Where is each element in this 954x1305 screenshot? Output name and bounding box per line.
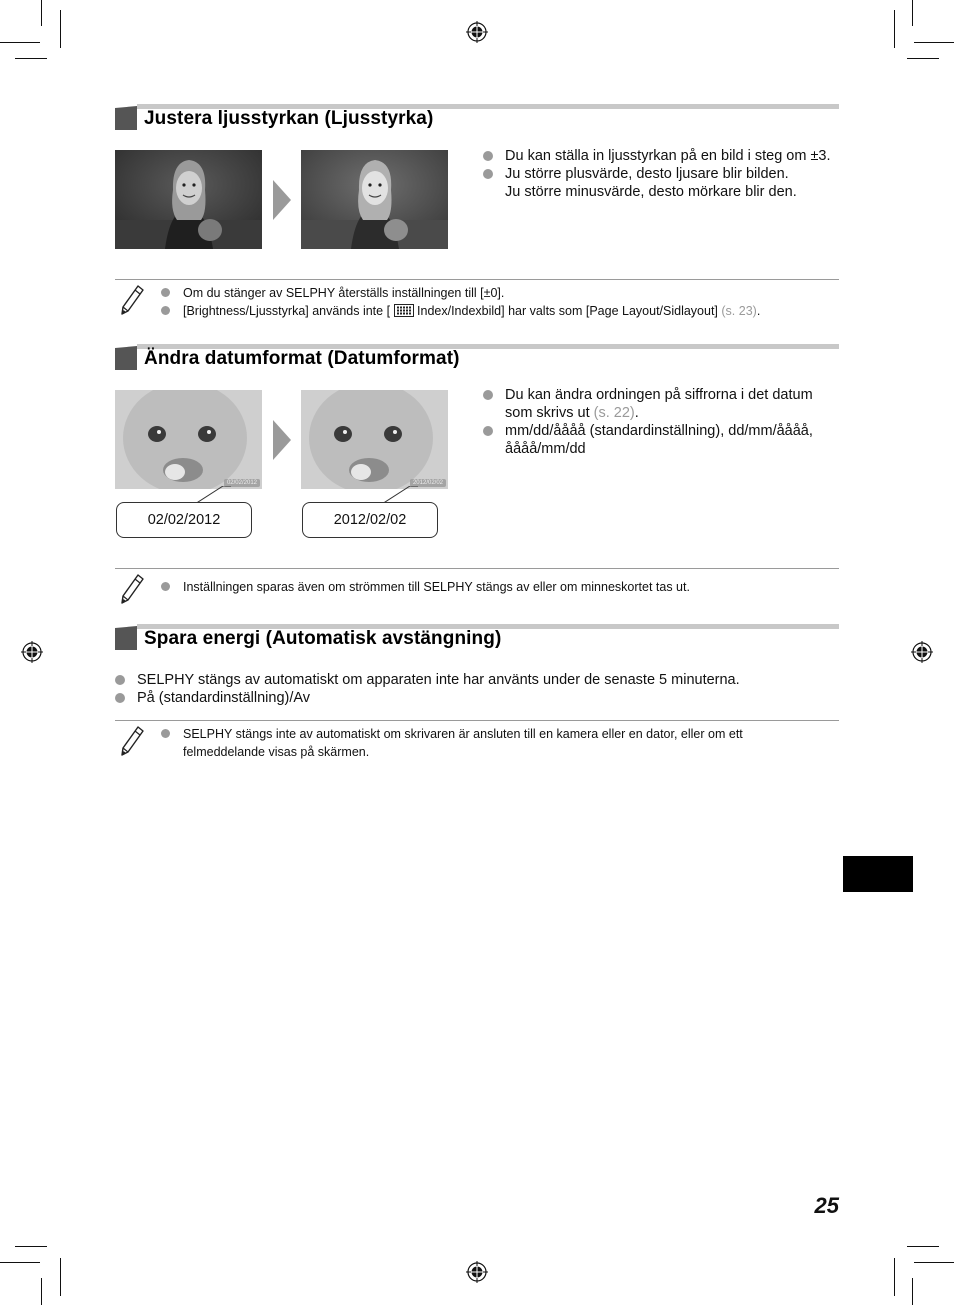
pencil-note-icon bbox=[119, 725, 145, 757]
note-item: SELPHY stängs inte av automatiskt om skrivaren är ansluten till en kamera eller en dator, eller om ett felmeddelande visas på skärmen. bbox=[161, 725, 781, 761]
note-divider bbox=[115, 568, 839, 569]
date-format-bullets bbox=[483, 386, 833, 458]
bullet-item: Du kan ställa in ljusstyrkan på en bild i steg om ±3. bbox=[483, 147, 843, 165]
crop-mark bbox=[912, 0, 913, 26]
page-number: 25 bbox=[814, 1193, 839, 1218]
note-divider bbox=[115, 720, 839, 721]
crop-mark bbox=[41, 1278, 42, 1305]
note-divider bbox=[115, 279, 839, 280]
brightness-notes bbox=[161, 284, 831, 320]
bullet-item: Du kan ändra ordningen på siffrorna i det datum som skrivs ut (s. 22). bbox=[483, 386, 833, 422]
arrow-right-icon bbox=[273, 180, 291, 220]
crop-mark bbox=[0, 42, 40, 43]
pencil-note-icon bbox=[119, 284, 145, 316]
crop-mark bbox=[15, 1246, 47, 1247]
section-marker-icon bbox=[115, 626, 137, 650]
power-save-notes bbox=[161, 725, 781, 761]
registration-mark-icon bbox=[466, 21, 488, 43]
crop-mark bbox=[914, 1262, 954, 1263]
registration-mark-icon bbox=[21, 641, 43, 663]
crop-mark bbox=[15, 58, 47, 59]
crop-mark bbox=[0, 1262, 40, 1263]
photo-girl-dark bbox=[115, 150, 262, 249]
note-item: [Brightness/Ljusstyrka] används inte [ Index/Indexbild] har valts som [Page Layout/Sidlayout] (s. 23). bbox=[161, 302, 831, 320]
crop-mark bbox=[914, 42, 954, 43]
date-format-callout: 02/02/2012 bbox=[116, 502, 252, 538]
crop-mark bbox=[894, 10, 895, 48]
bullet-item: SELPHY stängs av automatiskt om apparaten inte har använts under de senaste 5 minuterna. bbox=[115, 671, 835, 689]
crop-mark bbox=[912, 1278, 913, 1305]
date-format-callout: 2012/02/02 bbox=[302, 502, 438, 538]
section-title-power-save: Spara energi (Automatisk avstängning) bbox=[144, 628, 502, 649]
registration-mark-icon bbox=[911, 641, 933, 663]
crop-mark bbox=[894, 1258, 895, 1296]
page-reference-link[interactable]: (s. 23) bbox=[721, 304, 757, 318]
chapter-tab bbox=[843, 856, 913, 892]
arrow-right-icon bbox=[273, 420, 291, 460]
bullet-item: Ju större plusvärde, desto ljusare blir bilden. Ju större minusvärde, desto mörkare blir den. bbox=[483, 165, 843, 201]
note-item: Om du stänger av SELPHY återställs inställningen till [±0]. bbox=[161, 284, 831, 302]
crop-mark bbox=[907, 1246, 939, 1247]
crop-mark bbox=[41, 0, 42, 26]
crop-mark bbox=[60, 1258, 61, 1296]
pencil-note-icon bbox=[119, 573, 145, 605]
section-marker-icon bbox=[115, 346, 137, 370]
note-item: Inställningen sparas även om strömmen till SELPHY stängs av eller om minneskortet tas ut. bbox=[161, 578, 831, 596]
index-grid-icon bbox=[394, 304, 414, 317]
date-format-notes bbox=[161, 578, 831, 596]
section-title-date-format: Ändra datumformat (Datumformat) bbox=[144, 348, 460, 369]
bullet-item: På (standardinställning)/Av bbox=[115, 689, 835, 707]
power-save-bullets bbox=[115, 671, 835, 707]
photo-baby-right bbox=[301, 390, 448, 489]
date-stamp: 2012/02/02 bbox=[410, 479, 446, 487]
date-stamp: 02/02/2012 bbox=[224, 479, 260, 487]
brightness-bullets bbox=[483, 147, 843, 201]
photo-baby-left bbox=[115, 390, 262, 489]
section-marker-icon bbox=[115, 106, 137, 130]
bullet-item: mm/dd/åååå (standardinställning), dd/mm/åååå, åååå/mm/dd bbox=[483, 422, 833, 458]
crop-mark bbox=[60, 10, 61, 48]
crop-mark bbox=[907, 58, 939, 59]
registration-mark-icon bbox=[466, 1261, 488, 1283]
photo-girl-bright bbox=[301, 150, 448, 249]
page-reference-link[interactable]: (s. 22) bbox=[593, 405, 635, 421]
section-title-brightness: Justera ljusstyrkan (Ljusstyrka) bbox=[144, 108, 434, 129]
